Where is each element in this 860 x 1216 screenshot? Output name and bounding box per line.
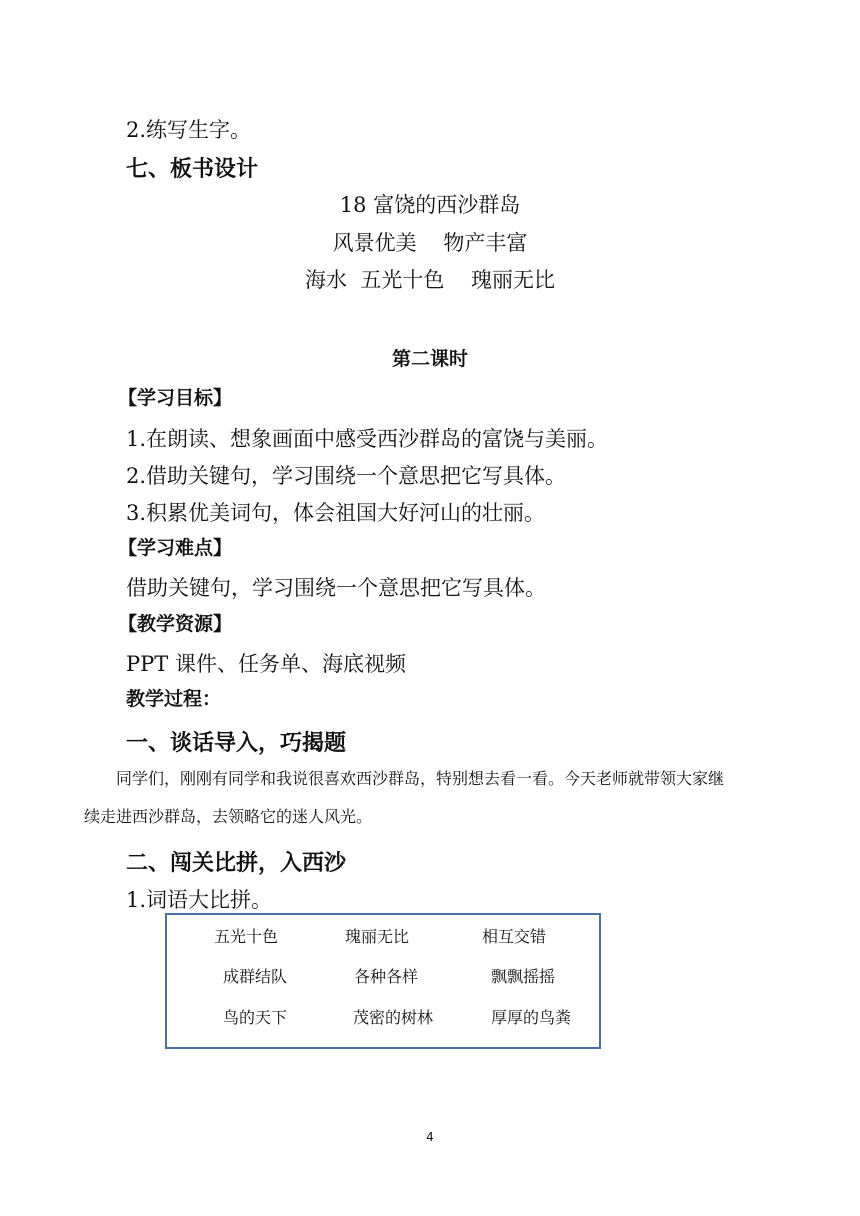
vocab-word: 成群结队 [223, 967, 288, 986]
difficulty-text: 借助关键句，学习围绕一个意思把它写具体。 [126, 576, 546, 600]
vocab-word: 茂密的树林 [353, 1008, 434, 1027]
vocab-word: 相互交错 [482, 927, 547, 946]
vocab-word: 瑰丽无比 [345, 927, 410, 946]
goal-item: 3.积累优美词句，体会祖国大好河山的壮丽。 [126, 501, 546, 525]
process-heading: 教学过程： [126, 688, 222, 710]
board-line-2: 海水 五光十色 瑰丽无比 [304, 268, 556, 292]
lesson-title: 第二课时 [391, 348, 468, 370]
section-seven-heading: 七、板书设计 [126, 157, 259, 182]
board-title: 18 富饶的西沙群岛 [339, 193, 521, 217]
page-number: 4 [426, 1130, 434, 1144]
goal-item: 2.借助关键句，学习围绕一个意思把它写具体。 [126, 464, 567, 488]
part-two-heading: 二、闯关比拼，入西沙 [126, 851, 347, 876]
part-one-heading: 一、谈话导入，巧揭题 [126, 731, 347, 756]
goal-item: 1.在朗读、想象画面中感受西沙群岛的富饶与美丽。 [126, 427, 609, 451]
vocab-word: 鸟的天下 [223, 1008, 288, 1027]
vocab-word: 五光十色 [214, 927, 279, 946]
part-one-paragraph-line-1: 同学们，刚刚有同学和我说很喜欢西沙群岛，特别想去看一看。今天老师就带领大家继 [116, 769, 725, 788]
goals-heading: 【学习目标】 [118, 387, 233, 409]
board-line-1: 风景优美 物产丰富 [332, 231, 528, 255]
resources-text: PPT 课件、任务单、海底视频 [126, 652, 406, 676]
top-item: 2.练写生字。 [126, 118, 252, 142]
vocab-box [165, 913, 601, 1049]
vocab-word: 飘飘摇摇 [491, 967, 556, 986]
vocab-word: 各种各样 [354, 967, 419, 986]
part-two-sub-item: 1.词语大比拼。 [126, 888, 273, 912]
part-one-paragraph-line-2: 续走进西沙群岛，去领略它的迷人风光。 [84, 807, 373, 826]
vocab-word: 厚厚的鸟粪 [491, 1008, 572, 1027]
resources-heading: 【教学资源】 [118, 613, 233, 635]
difficulty-heading: 【学习难点】 [118, 537, 233, 559]
